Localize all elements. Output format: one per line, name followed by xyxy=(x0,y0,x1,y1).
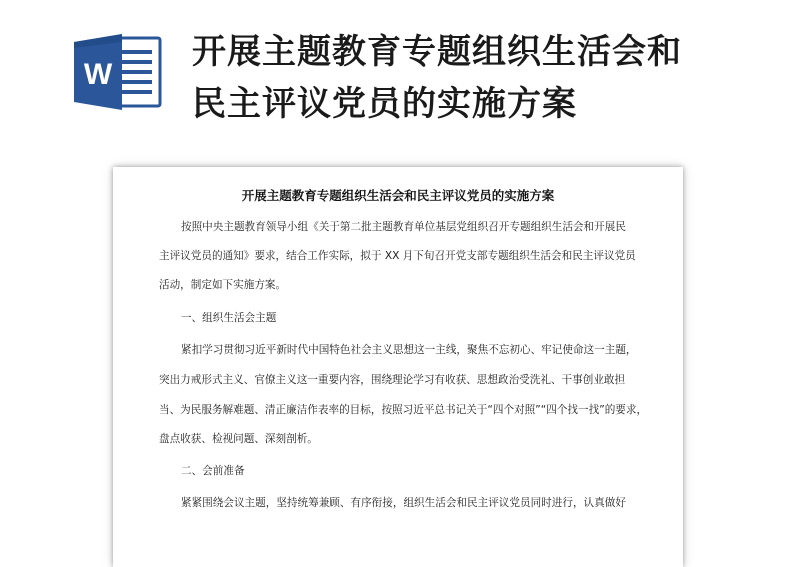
word-icon xyxy=(72,32,164,112)
section-heading: 一、组织生活会主题 xyxy=(181,312,277,324)
page-title-line-2: 民主评议党员的实施方案 xyxy=(192,84,577,124)
paragraph-line: 主评议党员的通知》要求，结合工作实际，拟于 XX 月下旬召开党支部专题组织生活会和民主评议党员 xyxy=(159,250,636,262)
paragraph-line: 活动，制定如下实施方案。 xyxy=(159,279,287,291)
document-title: 开展主题教育专题组织生活会和民主评议党员的实施方案 xyxy=(241,188,555,203)
header xyxy=(0,0,800,160)
page-title xyxy=(192,26,782,130)
paragraph-line: 按照中央主题教育领导小组《关于第二批主题教育单位基层党组织召开专题组织生活会和开展民 xyxy=(181,221,626,233)
section-heading: 二、会前准备 xyxy=(181,465,245,477)
document-preview xyxy=(113,167,683,567)
paragraph-line: 紧紧围绕会议主题，坚持统筹兼顾、有序衔接，组织生活会和民主评议党员同时进行，认真做好 xyxy=(181,497,626,509)
paragraph-line: 突出力戒形式主义、官僚主义这一重要内容，围绕理论学习有收获、思想政治受洗礼、干事创业敢担 xyxy=(159,374,626,386)
paragraph-line: 紧扣学习贯彻习近平新时代中国特色社会主义思想这一主线，聚焦不忘初心、牢记使命这一主题， xyxy=(181,344,637,356)
paragraph-line: 当、为民服务解难题、清正廉洁作表率的目标，按照习近平总书记关于“四个对照”“四个找一找”的要求， xyxy=(159,404,648,416)
paragraph-line: 盘点收获、检视问题、深刻剖析。 xyxy=(159,433,318,445)
page-title-line-1: 开展主题教育专题组织生活会和 xyxy=(192,32,682,72)
word-icon-letter: W xyxy=(83,58,113,91)
